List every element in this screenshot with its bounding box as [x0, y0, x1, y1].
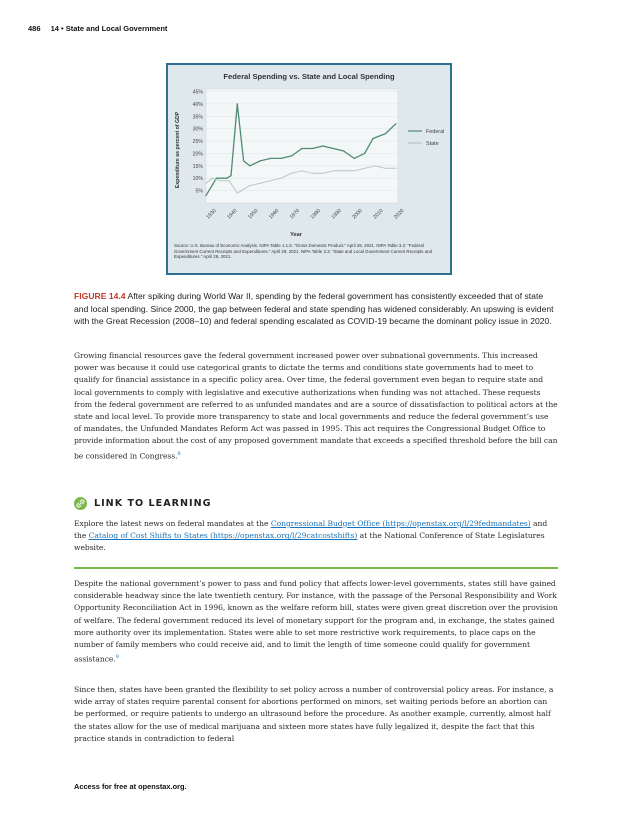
line-chart	[168, 65, 450, 273]
y-tick-label: 25%	[192, 139, 203, 146]
data-point-state	[228, 180, 229, 181]
data-point-federal	[333, 148, 334, 149]
page-number: 486	[28, 24, 41, 33]
figure-label: FIGURE 14.4	[74, 291, 126, 301]
data-point-state	[270, 180, 271, 181]
link-to-learning-header	[74, 495, 212, 511]
data-point-state	[333, 170, 334, 171]
data-point-federal	[354, 158, 355, 159]
data-point-state	[343, 170, 344, 171]
chart-title: Federal Spending vs. State and Local Spending	[223, 72, 395, 81]
data-point-federal	[372, 138, 373, 139]
data-point-federal	[230, 175, 231, 176]
data-point-federal	[343, 150, 344, 151]
y-tick-label: 45%	[192, 89, 203, 96]
x-tick-label: 1940	[226, 208, 239, 221]
x-tick-label: 1990	[330, 208, 343, 221]
data-point-federal	[243, 160, 244, 161]
caption-text: After spiking during World War II, spending by the federal government has consistently exceeded that of state and local spending. Since 2000, the gap between federal and state spending has widened considerably. An upswing is evident with the Great Recession (2008–10) and federal spending escalated as COVID-19 became the dominant policy issue in 2020.	[74, 291, 554, 326]
data-point-federal	[301, 148, 302, 149]
x-tick-label: 1950	[246, 208, 260, 221]
x-tick-label: 1980	[309, 208, 323, 221]
x-tick-label: 2000	[351, 208, 364, 221]
running-head	[28, 24, 167, 33]
page-footer: Access for free at openstax.org.	[74, 782, 187, 791]
data-point-federal	[270, 158, 271, 159]
paragraph-text: Despite the national government’s power to pass and fund policy that affects lower-level governments, states still have gained considerable headway since the late twentieth century. For instance, with the passage of the Personal Responsibility and Work Opportunity Reconciliation Act in 1996, known as the welfare reform bill, states were given great discretion over the provision of welfare. The federal government reduced its level of monetary support for the program and, in exchange, the states gained more authority over its implementation. States were able to set more restrictive work requirements, to place caps on the number of family members who could receive aid, and to limit the length of time someone could qualify for government assistance.	[74, 579, 558, 664]
y-tick-label: 5%	[195, 188, 203, 195]
legend-label-state: State	[426, 141, 439, 147]
data-point-federal	[260, 160, 261, 161]
y-tick-label: 35%	[192, 114, 203, 121]
congressional-budget-office-link[interactable]: Congressional Budget Office (https://openstax.org/l/29fedmandates)	[270, 519, 531, 528]
link-icon	[74, 497, 87, 510]
data-point-state	[260, 183, 261, 184]
data-point-federal	[322, 145, 323, 146]
ltl-text-after: at the National Conference of State Legislatures website.	[74, 531, 545, 553]
y-tick-label: 10%	[192, 176, 203, 183]
paragraph-text: Since then, states have been granted the flexibility to set policy across a number of controversial policy areas. For instance, a wide array of states require parental consent for abortions performed on minors, set waiting periods before an abortion can be performed, or require patients to undergo an ultrasound before the procedure. As another example, currently, almost half the states allow for the use of medical marijuana and sixteen more states have fully legalized it, despite the fact that this practice stands in contradiction to federal	[74, 685, 554, 743]
data-point-federal	[385, 133, 386, 134]
paragraph-state-flexibility	[74, 684, 558, 745]
data-point-state	[220, 180, 221, 181]
data-point-state	[205, 183, 206, 184]
data-point-state	[374, 165, 375, 166]
data-point-federal	[312, 148, 313, 149]
y-tick-label: 40%	[192, 101, 203, 108]
data-point-federal	[216, 178, 217, 179]
footnote-ref-9[interactable]: 9	[115, 654, 119, 661]
data-point-state	[312, 173, 313, 174]
data-point-federal	[237, 103, 238, 104]
data-point-federal	[395, 123, 396, 124]
data-point-federal	[226, 178, 227, 179]
data-point-state	[245, 188, 246, 189]
data-point-state	[291, 173, 292, 174]
x-tick-label: 1970	[288, 208, 302, 221]
link-to-learning-text	[74, 518, 558, 555]
section-divider	[74, 567, 558, 569]
y-tick-label: 30%	[192, 126, 203, 133]
figure-caption	[74, 290, 558, 328]
data-point-state	[249, 185, 250, 186]
figure-source: Source: U.S. Bureau of Economic Analysis. NIPA Table 1.1.5: “Gross Domestic Product.” April 29, 2021. NIPA Table 3.2: “Federal Government Current Receipts and Expenditures.” April 29, 2021. NIPA Table 3.3: “State and Local Government Current Receipts and Expenditures.” April 29, 2021.	[174, 243, 433, 260]
paragraph-unfunded-mandates	[74, 350, 558, 462]
data-point-state	[237, 192, 238, 193]
data-point-federal	[205, 195, 206, 196]
catalog-cost-shifts-link[interactable]: Catalog of Cost Shifts to States (https://openstax.org/l/29catcostshifts)	[88, 531, 358, 541]
footnote-ref-8[interactable]: 8	[177, 450, 181, 457]
y-tick-label: 15%	[192, 163, 203, 170]
x-tick-label: 2010	[372, 208, 385, 221]
data-point-state	[354, 170, 355, 171]
data-point-state	[395, 168, 396, 169]
data-point-federal	[364, 153, 365, 154]
x-tick-label: 2020	[393, 208, 406, 221]
data-point-state	[385, 168, 386, 169]
y-axis-label: Expenditure as percent of GDP	[175, 111, 181, 189]
y-tick-label: 20%	[192, 151, 203, 158]
x-tick-label: 1930	[205, 208, 218, 221]
data-point-state	[281, 178, 282, 179]
figure-box	[166, 63, 452, 275]
x-tick-label: 1960	[267, 208, 281, 221]
paragraph-welfare-reform	[74, 578, 558, 666]
legend-label-federal: Federal	[426, 129, 445, 135]
data-point-federal	[281, 158, 282, 159]
data-point-state	[364, 168, 365, 169]
data-point-state	[301, 170, 302, 171]
data-point-state	[212, 178, 213, 179]
data-point-federal	[291, 155, 292, 156]
chapter-title: 14 • State and Local Government	[50, 24, 168, 33]
ltl-text-middle: and the	[74, 519, 548, 541]
ltl-text-before: Explore the latest news on federal mandates at the	[74, 519, 271, 528]
data-point-federal	[249, 165, 250, 166]
link-to-learning-title: LINK TO LEARNING	[94, 497, 212, 509]
paragraph-text: Growing financial resources gave the federal government increased power over subnational governments. This increased power was because it could use categorical grants to dictate the terms and conditions state governments had to meet to qualify for financial assistance in a specific policy area. Over time, the federal government even began to require state and local governments to comply with legislative and executive authorizations when funding was not attached. These requests from the federal government are referred to as unfunded mandates and are a source of dissatisfaction to political actors at the state and local level. To provide more transparency to state and local governments and reduce the federal government’s use of mandates, the Unfunded Mandates Reform Act was passed in 1995. This act requires the Congressional Budget Office to provide information about the cost of any proposed government mandate that exceeds a specified threshold before the bill can be considered in Congress.	[74, 351, 558, 461]
data-point-state	[322, 173, 323, 174]
x-axis-label: Year	[290, 232, 302, 238]
